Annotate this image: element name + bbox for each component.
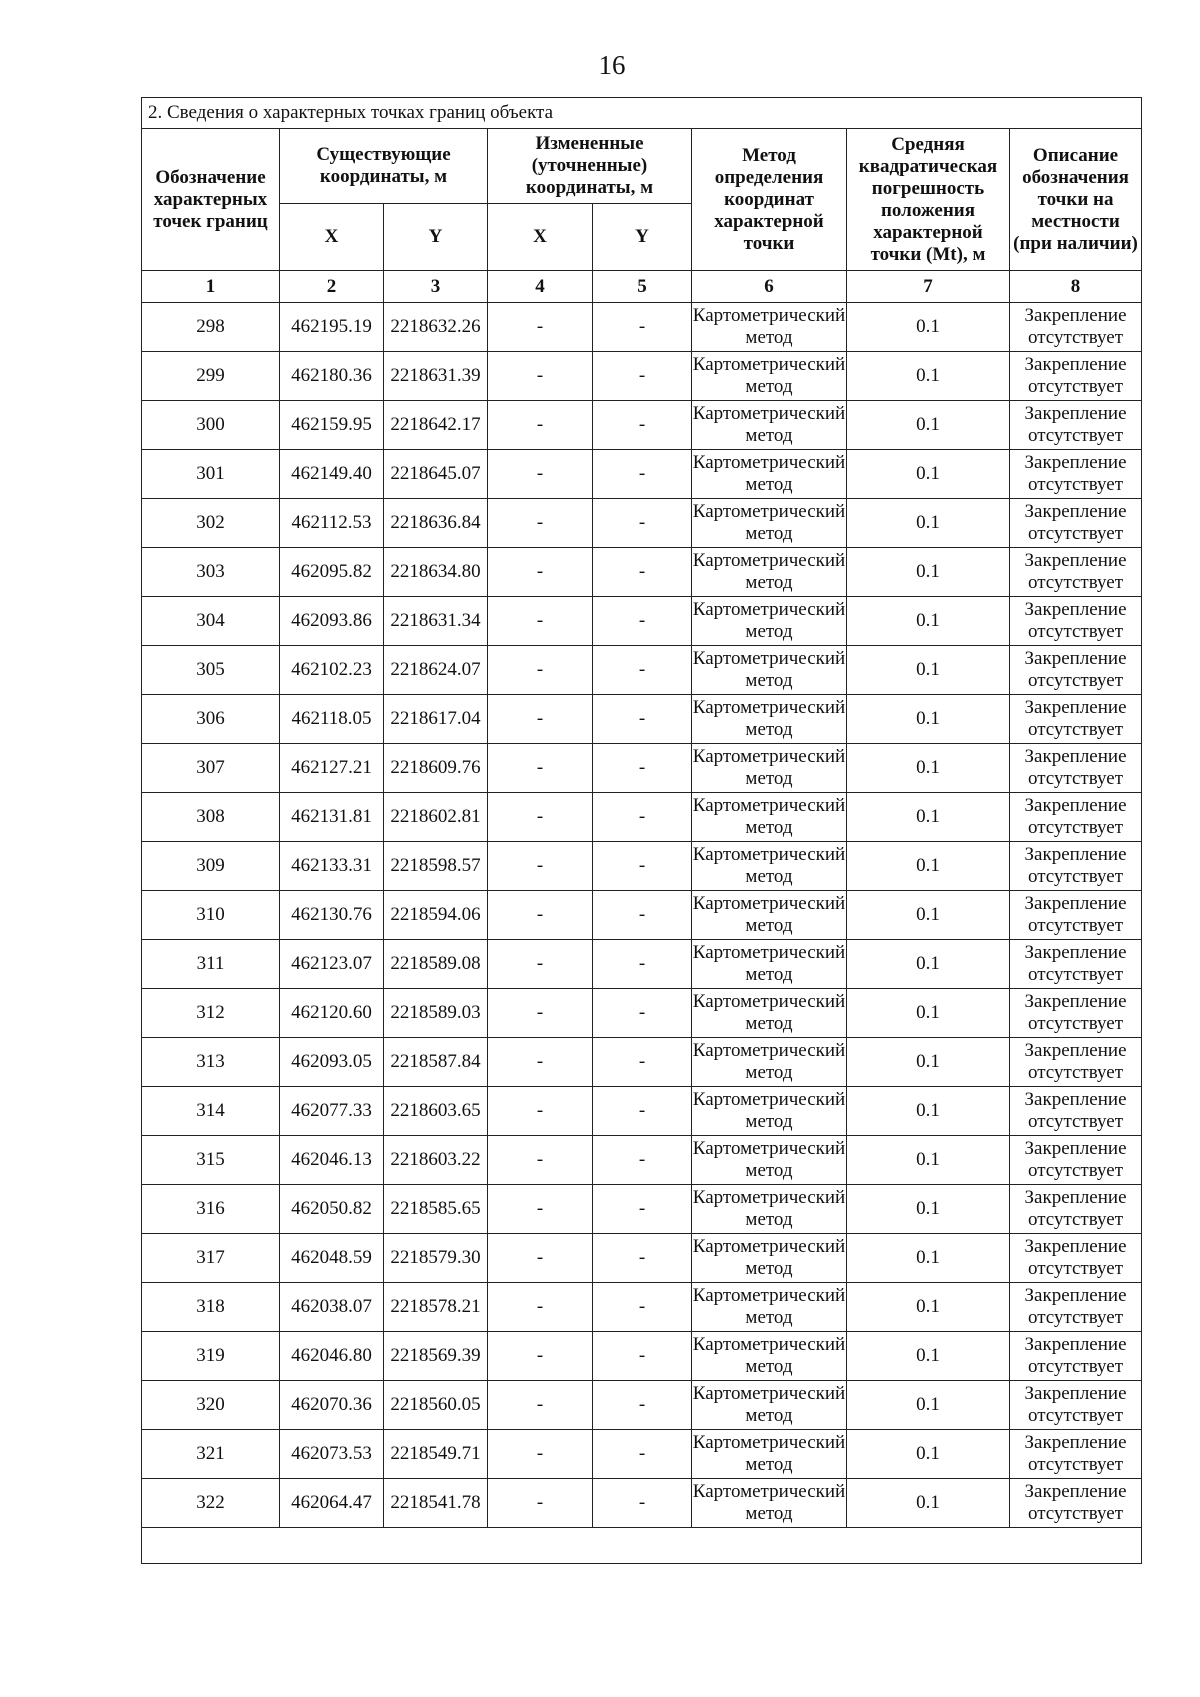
existing-x-cell: 462095.82 [280, 548, 384, 597]
point-number-cell: 302 [142, 499, 280, 548]
changed-x-cell: - [488, 1283, 593, 1332]
existing-y-cell: 2218609.76 [384, 744, 488, 793]
point-number-cell: 321 [142, 1430, 280, 1479]
changed-y-cell: - [593, 548, 692, 597]
existing-x-cell: 462093.86 [280, 597, 384, 646]
table-row [142, 940, 1142, 989]
changed-x-cell: - [488, 1038, 593, 1087]
method-cell: Картометрический метод [692, 499, 847, 548]
error-cell: 0.1 [847, 1136, 1010, 1185]
table-row [142, 352, 1142, 401]
description-cell: Закрепление отсутствует [1010, 891, 1142, 940]
table-row [142, 401, 1142, 450]
changed-y-cell: - [593, 744, 692, 793]
description-cell: Закрепление отсутствует [1010, 940, 1142, 989]
header-method: Метод определения координат характерной точки [692, 129, 847, 271]
existing-y-cell: 2218617.04 [384, 695, 488, 744]
description-cell: Закрепление отсутствует [1010, 793, 1142, 842]
existing-x-cell: 462149.40 [280, 450, 384, 499]
changed-y-cell: - [593, 597, 692, 646]
column-number: 8 [1010, 271, 1142, 303]
point-number-cell: 303 [142, 548, 280, 597]
table-row [142, 1332, 1142, 1381]
method-cell: Картометрический метод [692, 989, 847, 1038]
point-number-cell: 312 [142, 989, 280, 1038]
header-designation: Обозначение характерных точек границ [142, 129, 280, 271]
method-cell: Картометрический метод [692, 1136, 847, 1185]
changed-x-cell: - [488, 989, 593, 1038]
changed-x-cell: - [488, 548, 593, 597]
existing-x-cell: 462133.31 [280, 842, 384, 891]
method-cell: Картометрический метод [692, 891, 847, 940]
existing-y-cell: 2218602.81 [384, 793, 488, 842]
method-cell: Картометрический метод [692, 401, 847, 450]
header-mean-square-error: Средняя квадратическая погрешность положения характерной точки (Mt), м [847, 129, 1010, 271]
changed-x-cell: - [488, 646, 593, 695]
description-cell: Закрепление отсутствует [1010, 1430, 1142, 1479]
method-cell: Картометрический метод [692, 646, 847, 695]
page-number: 16 [598, 50, 626, 80]
changed-x-cell: - [488, 1234, 593, 1283]
column-number: 7 [847, 271, 1010, 303]
table-row [142, 499, 1142, 548]
changed-y-cell: - [593, 695, 692, 744]
existing-x-cell: 462064.47 [280, 1479, 384, 1528]
error-cell: 0.1 [847, 597, 1010, 646]
existing-y-cell: 2218589.03 [384, 989, 488, 1038]
changed-y-cell: - [593, 1185, 692, 1234]
existing-y-cell: 2218594.06 [384, 891, 488, 940]
existing-x-cell: 462123.07 [280, 940, 384, 989]
changed-x-cell: - [488, 1332, 593, 1381]
table-row [142, 303, 1142, 352]
table-row [142, 1087, 1142, 1136]
description-cell: Закрепление отсутствует [1010, 450, 1142, 499]
existing-y-cell: 2218645.07 [384, 450, 488, 499]
existing-x-cell: 462127.21 [280, 744, 384, 793]
table-row [142, 646, 1142, 695]
method-cell: Картометрический метод [692, 744, 847, 793]
point-number-cell: 307 [142, 744, 280, 793]
error-cell: 0.1 [847, 842, 1010, 891]
existing-x-cell: 462120.60 [280, 989, 384, 1038]
changed-x-cell: - [488, 940, 593, 989]
description-cell: Закрепление отсутствует [1010, 1479, 1142, 1528]
column-number: 2 [280, 271, 384, 303]
method-cell: Картометрический метод [692, 597, 847, 646]
method-cell: Картометрический метод [692, 1185, 847, 1234]
description-cell: Закрепление отсутствует [1010, 646, 1142, 695]
existing-x-cell: 462046.13 [280, 1136, 384, 1185]
table-row [142, 450, 1142, 499]
changed-y-cell: - [593, 940, 692, 989]
error-cell: 0.1 [847, 1283, 1010, 1332]
existing-y-cell: 2218603.65 [384, 1087, 488, 1136]
existing-x-cell: 462130.76 [280, 891, 384, 940]
point-number-cell: 317 [142, 1234, 280, 1283]
column-number: 4 [488, 271, 593, 303]
error-cell: 0.1 [847, 1038, 1010, 1087]
column-number: 3 [384, 271, 488, 303]
existing-y-cell: 2218632.26 [384, 303, 488, 352]
table-row [142, 842, 1142, 891]
changed-x-cell: - [488, 303, 593, 352]
point-number-cell: 315 [142, 1136, 280, 1185]
point-number-cell: 299 [142, 352, 280, 401]
table-row [142, 1381, 1142, 1430]
point-number-cell: 316 [142, 1185, 280, 1234]
method-cell: Картометрический метод [692, 303, 847, 352]
point-number-cell: 298 [142, 303, 280, 352]
changed-x-cell: - [488, 1430, 593, 1479]
table-row [142, 597, 1142, 646]
method-cell: Картометрический метод [692, 1430, 847, 1479]
existing-y-cell: 2218587.84 [384, 1038, 488, 1087]
changed-y-cell: - [593, 1136, 692, 1185]
changed-y-cell: - [593, 1087, 692, 1136]
error-cell: 0.1 [847, 352, 1010, 401]
error-cell: 0.1 [847, 401, 1010, 450]
error-cell: 0.1 [847, 1185, 1010, 1234]
table-row [142, 1185, 1142, 1234]
error-cell: 0.1 [847, 303, 1010, 352]
description-cell: Закрепление отсутствует [1010, 842, 1142, 891]
description-cell: Закрепление отсутствует [1010, 695, 1142, 744]
existing-x-cell: 462180.36 [280, 352, 384, 401]
point-number-cell: 311 [142, 940, 280, 989]
changed-y-cell: - [593, 1332, 692, 1381]
existing-y-cell: 2218598.57 [384, 842, 488, 891]
header-changed-coordinates: Измененные (уточненные) координаты, м [488, 129, 692, 204]
header-existing-y: Y [384, 204, 488, 271]
description-cell: Закрепление отсутствует [1010, 499, 1142, 548]
description-cell: Закрепление отсутствует [1010, 1332, 1142, 1381]
error-cell: 0.1 [847, 1332, 1010, 1381]
existing-y-cell: 2218634.80 [384, 548, 488, 597]
existing-x-cell: 462159.95 [280, 401, 384, 450]
error-cell: 0.1 [847, 1479, 1010, 1528]
error-cell: 0.1 [847, 548, 1010, 597]
point-number-cell: 320 [142, 1381, 280, 1430]
description-cell: Закрепление отсутствует [1010, 597, 1142, 646]
existing-y-cell: 2218589.08 [384, 940, 488, 989]
description-cell: Закрепление отсутствует [1010, 548, 1142, 597]
point-number-cell: 308 [142, 793, 280, 842]
section-title: 2. Сведения о характерных точках границ объекта [142, 98, 1142, 129]
column-numbers-row [142, 271, 1142, 303]
changed-x-cell: - [488, 401, 593, 450]
changed-y-cell: - [593, 450, 692, 499]
changed-y-cell: - [593, 891, 692, 940]
changed-y-cell: - [593, 499, 692, 548]
changed-y-cell: - [593, 1430, 692, 1479]
changed-y-cell: - [593, 303, 692, 352]
existing-x-cell: 462038.07 [280, 1283, 384, 1332]
changed-x-cell: - [488, 450, 593, 499]
point-number-cell: 319 [142, 1332, 280, 1381]
empty-cell [142, 1528, 1142, 1564]
header-point-description: Описание обозначения точки на местности (при наличии) [1010, 129, 1142, 271]
error-cell: 0.1 [847, 940, 1010, 989]
table-row [142, 744, 1142, 793]
method-cell: Картометрический метод [692, 1479, 847, 1528]
existing-y-cell: 2218579.30 [384, 1234, 488, 1283]
error-cell: 0.1 [847, 1381, 1010, 1430]
existing-x-cell: 462195.19 [280, 303, 384, 352]
column-number: 1 [142, 271, 280, 303]
table-row [142, 1038, 1142, 1087]
point-number-cell: 318 [142, 1283, 280, 1332]
changed-y-cell: - [593, 646, 692, 695]
method-cell: Картометрический метод [692, 548, 847, 597]
point-number-cell: 300 [142, 401, 280, 450]
changed-x-cell: - [488, 1479, 593, 1528]
method-cell: Картометрический метод [692, 450, 847, 499]
changed-x-cell: - [488, 695, 593, 744]
existing-y-cell: 2218541.78 [384, 1479, 488, 1528]
existing-x-cell: 462073.53 [280, 1430, 384, 1479]
description-cell: Закрепление отсутствует [1010, 352, 1142, 401]
description-cell: Закрепление отсутствует [1010, 744, 1142, 793]
existing-x-cell: 462070.36 [280, 1381, 384, 1430]
header-changed-x: X [488, 204, 593, 271]
table-row [142, 1234, 1142, 1283]
column-number: 6 [692, 271, 847, 303]
existing-y-cell: 2218631.39 [384, 352, 488, 401]
existing-y-cell: 2218603.22 [384, 1136, 488, 1185]
changed-y-cell: - [593, 1038, 692, 1087]
error-cell: 0.1 [847, 1087, 1010, 1136]
method-cell: Картометрический метод [692, 1234, 847, 1283]
method-cell: Картометрический метод [692, 940, 847, 989]
error-cell: 0.1 [847, 891, 1010, 940]
error-cell: 0.1 [847, 499, 1010, 548]
point-number-cell: 309 [142, 842, 280, 891]
error-cell: 0.1 [847, 646, 1010, 695]
existing-y-cell: 2218624.07 [384, 646, 488, 695]
existing-x-cell: 462093.05 [280, 1038, 384, 1087]
changed-x-cell: - [488, 352, 593, 401]
error-cell: 0.1 [847, 1430, 1010, 1479]
table-row [142, 548, 1142, 597]
changed-y-cell: - [593, 352, 692, 401]
description-cell: Закрепление отсутствует [1010, 1283, 1142, 1332]
table-row [142, 1283, 1142, 1332]
boundary-points-table [141, 97, 1142, 1564]
existing-y-cell: 2218560.05 [384, 1381, 488, 1430]
existing-x-cell: 462118.05 [280, 695, 384, 744]
existing-x-cell: 462050.82 [280, 1185, 384, 1234]
existing-x-cell: 462077.33 [280, 1087, 384, 1136]
header-existing-x: X [280, 204, 384, 271]
method-cell: Картометрический метод [692, 1283, 847, 1332]
point-number-cell: 306 [142, 695, 280, 744]
error-cell: 0.1 [847, 450, 1010, 499]
description-cell: Закрепление отсутствует [1010, 1234, 1142, 1283]
existing-x-cell: 462046.80 [280, 1332, 384, 1381]
point-number-cell: 304 [142, 597, 280, 646]
description-cell: Закрепление отсутствует [1010, 1381, 1142, 1430]
description-cell: Закрепление отсутствует [1010, 401, 1142, 450]
method-cell: Картометрический метод [692, 1332, 847, 1381]
existing-x-cell: 462102.23 [280, 646, 384, 695]
changed-x-cell: - [488, 842, 593, 891]
changed-y-cell: - [593, 989, 692, 1038]
point-number-cell: 322 [142, 1479, 280, 1528]
point-number-cell: 314 [142, 1087, 280, 1136]
changed-y-cell: - [593, 842, 692, 891]
changed-x-cell: - [488, 1381, 593, 1430]
existing-x-cell: 462048.59 [280, 1234, 384, 1283]
table-row [142, 695, 1142, 744]
existing-y-cell: 2218636.84 [384, 499, 488, 548]
table-row [142, 1430, 1142, 1479]
method-cell: Картометрический метод [692, 793, 847, 842]
table-row [142, 891, 1142, 940]
method-cell: Картометрический метод [692, 695, 847, 744]
method-cell: Картометрический метод [692, 1087, 847, 1136]
changed-x-cell: - [488, 891, 593, 940]
changed-x-cell: - [488, 1185, 593, 1234]
changed-x-cell: - [488, 793, 593, 842]
error-cell: 0.1 [847, 793, 1010, 842]
error-cell: 0.1 [847, 1234, 1010, 1283]
method-cell: Картометрический метод [692, 352, 847, 401]
existing-x-cell: 462131.81 [280, 793, 384, 842]
table-row [142, 1136, 1142, 1185]
table-row [142, 793, 1142, 842]
changed-x-cell: - [488, 499, 593, 548]
existing-y-cell: 2218578.21 [384, 1283, 488, 1332]
method-cell: Картометрический метод [692, 1038, 847, 1087]
changed-x-cell: - [488, 1136, 593, 1185]
existing-y-cell: 2218549.71 [384, 1430, 488, 1479]
existing-x-cell: 462112.53 [280, 499, 384, 548]
changed-y-cell: - [593, 1381, 692, 1430]
description-cell: Закрепление отсутствует [1010, 1038, 1142, 1087]
point-number-cell: 310 [142, 891, 280, 940]
description-cell: Закрепление отсутствует [1010, 303, 1142, 352]
changed-x-cell: - [488, 744, 593, 793]
changed-y-cell: - [593, 793, 692, 842]
description-cell: Закрепление отсутствует [1010, 989, 1142, 1038]
header-changed-y: Y [593, 204, 692, 271]
point-number-cell: 305 [142, 646, 280, 695]
empty-row [142, 1528, 1142, 1564]
point-number-cell: 313 [142, 1038, 280, 1087]
table-row [142, 989, 1142, 1038]
column-number: 5 [593, 271, 692, 303]
point-number-cell: 301 [142, 450, 280, 499]
changed-y-cell: - [593, 1283, 692, 1332]
method-cell: Картометрический метод [692, 842, 847, 891]
error-cell: 0.1 [847, 744, 1010, 793]
table-row [142, 1479, 1142, 1528]
existing-y-cell: 2218642.17 [384, 401, 488, 450]
description-cell: Закрепление отсутствует [1010, 1136, 1142, 1185]
changed-x-cell: - [488, 1087, 593, 1136]
error-cell: 0.1 [847, 695, 1010, 744]
error-cell: 0.1 [847, 989, 1010, 1038]
changed-y-cell: - [593, 1479, 692, 1528]
changed-y-cell: - [593, 401, 692, 450]
header-existing-coordinates: Существующие координаты, м [280, 129, 488, 204]
method-cell: Картометрический метод [692, 1381, 847, 1430]
changed-x-cell: - [488, 597, 593, 646]
existing-y-cell: 2218585.65 [384, 1185, 488, 1234]
description-cell: Закрепление отсутствует [1010, 1087, 1142, 1136]
existing-y-cell: 2218569.39 [384, 1332, 488, 1381]
changed-y-cell: - [593, 1234, 692, 1283]
existing-y-cell: 2218631.34 [384, 597, 488, 646]
description-cell: Закрепление отсутствует [1010, 1185, 1142, 1234]
